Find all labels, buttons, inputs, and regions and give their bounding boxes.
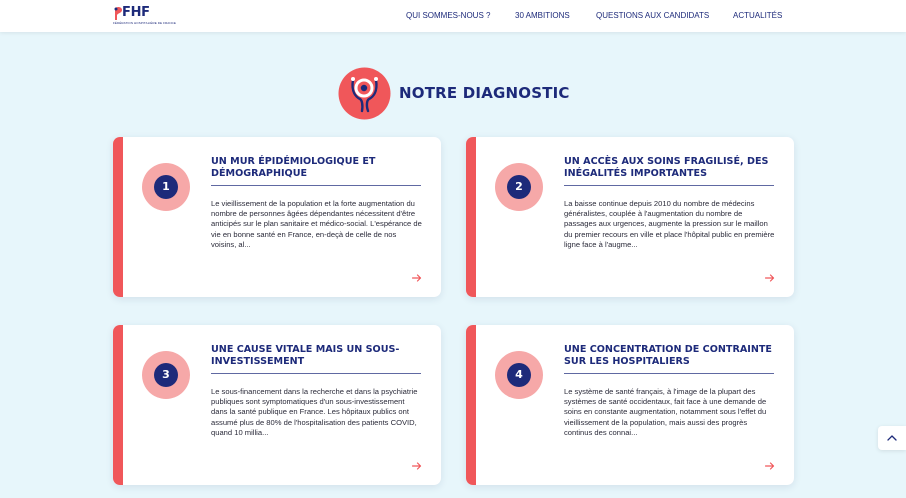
logo-text: FHF xyxy=(122,5,150,20)
card-accent-bar xyxy=(113,325,123,485)
arrow-right-icon[interactable] xyxy=(412,274,422,282)
diagnostic-card-2[interactable] xyxy=(466,137,794,297)
card-text: Le vieillissement de la population et la forte augmentation du nombre de personnes âgées dépendantes nécessitent d'être anticipés sur le plan sanitaire et médico-social. L'espérance de vie en bonne santé en France, en-deçà de celle de nos voisins, al... xyxy=(211,199,422,249)
card-accent-bar xyxy=(466,137,476,297)
card-divider xyxy=(564,373,774,374)
card-text: Le sous-financement dans la recherche et dans la psychiatrie publiques sont symptomatiques d'un sous-investissement dans la santé publique en France. Les hôpitaux publics ont assumé plus de 80% de l'hospitalisation des patients COVID, quand 10 millia... xyxy=(211,387,418,437)
card-text: La baisse continue depuis 2010 du nombre de médecins généralistes, couplée à l'augmentation du nombre de passages aux urgences, augmente la pression sur le maillon du premier recours en ville et place l'hôpital public en première ligne face à l'augme... xyxy=(564,199,775,249)
nav-30-ambitions[interactable]: 30 AMBITIONS xyxy=(515,11,570,20)
card-number-badge xyxy=(142,163,190,211)
arrow-right-icon[interactable] xyxy=(412,462,422,470)
stethoscope-icon xyxy=(338,67,391,120)
nav-qui-sommes-nous[interactable]: QUI SOMMES-NOUS ? xyxy=(406,11,491,20)
card-text: Le système de santé français, à l'image de la plupart des systèmes de santé occidentaux, fait face à une demande de soins en constante augmentation, notamment sous l'effet du vieillissement de la population, mais aussi des progrès continus des connai... xyxy=(564,387,767,437)
card-accent-bar xyxy=(113,137,123,297)
card-number-badge xyxy=(495,351,543,399)
card-title[interactable]: UN ACCÈS AUX SOINS FRAGILISÉ, DES INÉGALITÉS IMPORTANTES xyxy=(564,156,769,179)
logo-subtitle: FÉDÉRATION HOSPITALIÈRE DE FRANCE xyxy=(113,21,177,25)
card-divider xyxy=(211,185,421,186)
diagnostic-card-4[interactable] xyxy=(466,325,794,485)
arrow-right-icon[interactable] xyxy=(765,462,775,470)
card-divider xyxy=(564,185,774,186)
nav-actualites[interactable]: ACTUALITÉS xyxy=(733,11,783,20)
card-number: 2 xyxy=(507,175,531,199)
card-number: 3 xyxy=(154,363,178,387)
fhf-logo[interactable] xyxy=(113,5,177,27)
card-number: 4 xyxy=(507,363,531,387)
card-title[interactable]: UNE CONCENTRATION DE CONTRAINTE SUR LES HOSPITALIERS xyxy=(564,344,772,367)
card-title[interactable]: UNE CAUSE VITALE MAIS UN SOUS-INVESTISSEMENT xyxy=(211,344,400,367)
diagnostic-card-3[interactable] xyxy=(113,325,441,485)
card-number-badge xyxy=(495,163,543,211)
card-divider xyxy=(211,373,421,374)
card-number: 1 xyxy=(154,175,178,199)
card-accent-bar xyxy=(466,325,476,485)
site-header xyxy=(0,0,906,32)
card-number-badge xyxy=(142,351,190,399)
scroll-to-top-button[interactable] xyxy=(878,426,906,450)
nav-questions-aux-candidats[interactable]: QUESTIONS AUX CANDIDATS xyxy=(596,11,710,20)
section-title: NOTRE DIAGNOSTIC xyxy=(399,84,570,102)
diagnostic-card-1[interactable] xyxy=(113,137,441,297)
arrow-right-icon[interactable] xyxy=(765,274,775,282)
card-title[interactable]: UN MUR ÉPIDÉMIOLOGIQUE ET DÉMOGRAPHIQUE xyxy=(211,156,376,179)
chevron-up-icon xyxy=(887,434,897,441)
